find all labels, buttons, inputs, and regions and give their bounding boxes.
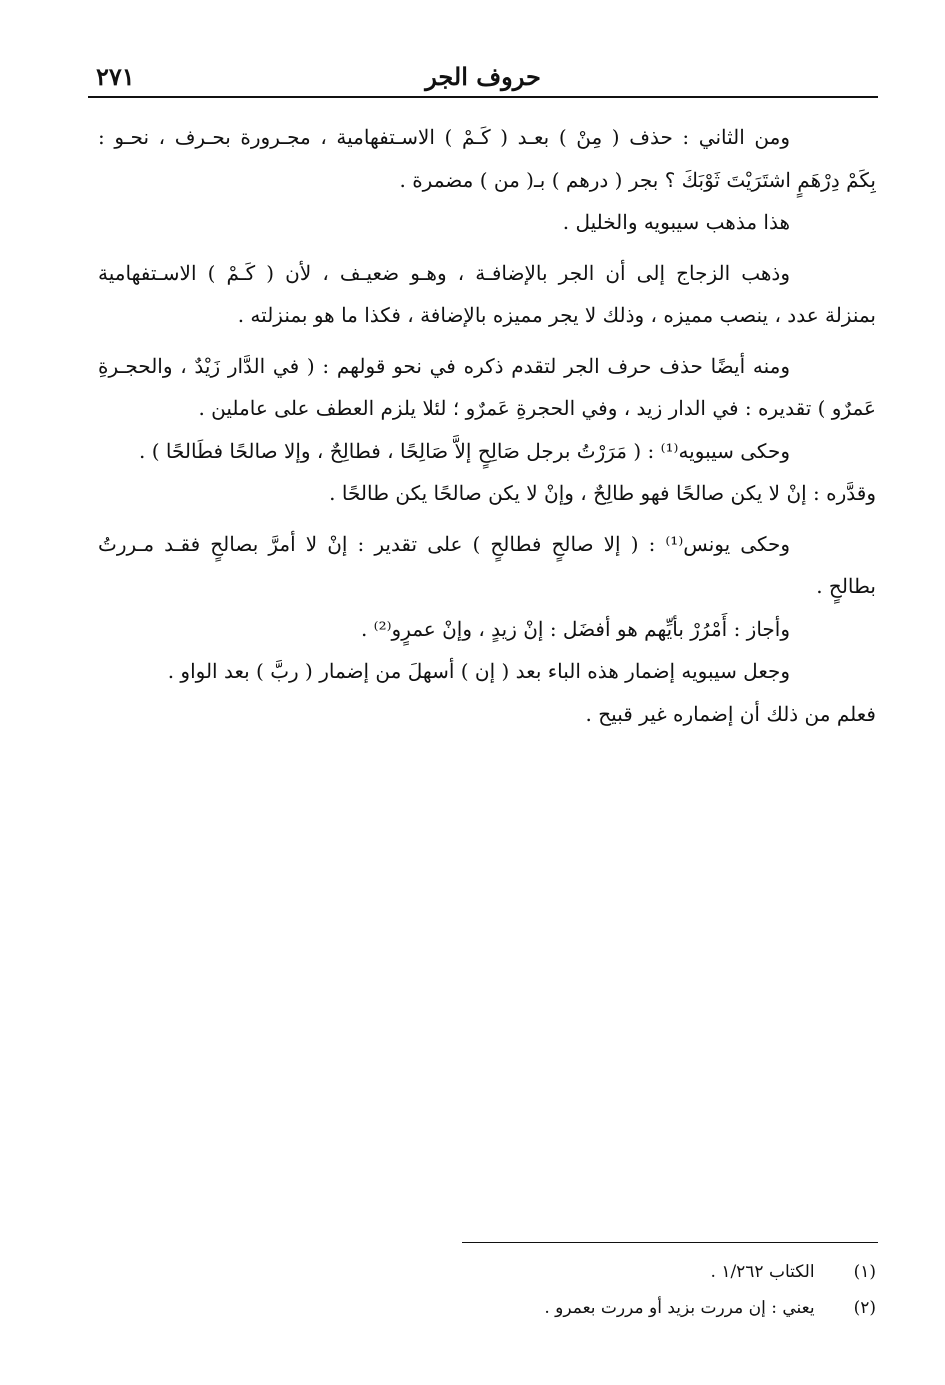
- footnote: [98, 1290, 876, 1326]
- text-line: بطالحٍ .: [816, 574, 876, 598]
- text-line: ومن الثاني : حذف ( مِنْ ) بعـد ( كَـمْ ) الاسـتفهامية ، مجـرورة بحـرف ، نحـو :: [98, 125, 790, 149]
- page-header: [88, 60, 878, 98]
- text-line: وجعل سيبويه إضمار هذه الباء بعد ( إن ) أسهلَ من إضمار ( ربَّ ) بعد الواو .: [167, 659, 790, 683]
- text-line: هذا مذهب سيبويه والخليل .: [562, 210, 790, 234]
- text-line: وحكى يونس⁽¹⁾ : ( إلا صالحٍ فطالحٍ ) على تقدير : إنْ لا أمرَّ بصالحٍ فقـد مـررتُ: [98, 531, 791, 556]
- text-line: وحكى سيبويه⁽¹⁾ : ( مَرَرْتُ برجل صَالِحٍ إلاَّ صَالِحًا ، فطالِحٌ ، وإلا صالحًا فطَالحًا ) .: [139, 438, 790, 463]
- footnote-text: الكتاب ١/٢٦٢ .: [710, 1262, 815, 1282]
- text-line: وأجاز : أَمْرُرْ بأيِّهم هو أفضَل : إنْ زيدٍ ، وإنْ عمرٍو⁽²⁾ .: [360, 616, 790, 641]
- footnote-number: (١): [853, 1262, 876, 1282]
- footnote-divider: [462, 1242, 878, 1243]
- text-line: بِكَمْ دِرْهَمٍ اشتَرَيْتَ ثَوْبَكَ ؟ بجر ( درهم ) بـ( من ) مضمرة .: [399, 167, 876, 192]
- text-line: فعلم من ذلك أن إضماره غير قبيح .: [585, 701, 876, 726]
- text-line: بمنزلة عدد ، ينصب مميزه ، وذلك لا يجر مميزه بالإضافة ، فكذا ما هو بمنزلته .: [237, 303, 876, 327]
- page-number: ٢٧١: [96, 62, 135, 91]
- text-line: وقدَّره : إنْ لا يكن صالحًا فهو طالِحٌ ، وإنْ لا يكن صالحًا يكن طالحًا .: [329, 481, 876, 505]
- text-line: ومنه أيضًا حذف حرف الجر لتقدم ذكره في نحو قولهم : ( في الدَّار زَيْدٌ ، والحجـرةِ: [98, 353, 790, 378]
- footnote-number: (٢): [853, 1298, 876, 1318]
- body-text: [98, 116, 876, 735]
- footnotes: [98, 1254, 876, 1326]
- text-line: عَمرٌو ) تقديره : في الدار زيد ، وفي الحجرةِ عَمرٌو ؛ لئلا يلزم العطف على عاملين .: [198, 396, 876, 420]
- text-line: وذهب الزجاج إلى أن الجر بالإضافـة ، وهـو ضعيـف ، لأن ( كَـمْ ) الاسـتفهامية: [98, 260, 790, 285]
- running-title: حروف الجر: [425, 62, 541, 91]
- footnote-text: يعني : إن مررت بزيد أو مررت بعمرو .: [544, 1298, 815, 1318]
- footnote: [98, 1254, 876, 1290]
